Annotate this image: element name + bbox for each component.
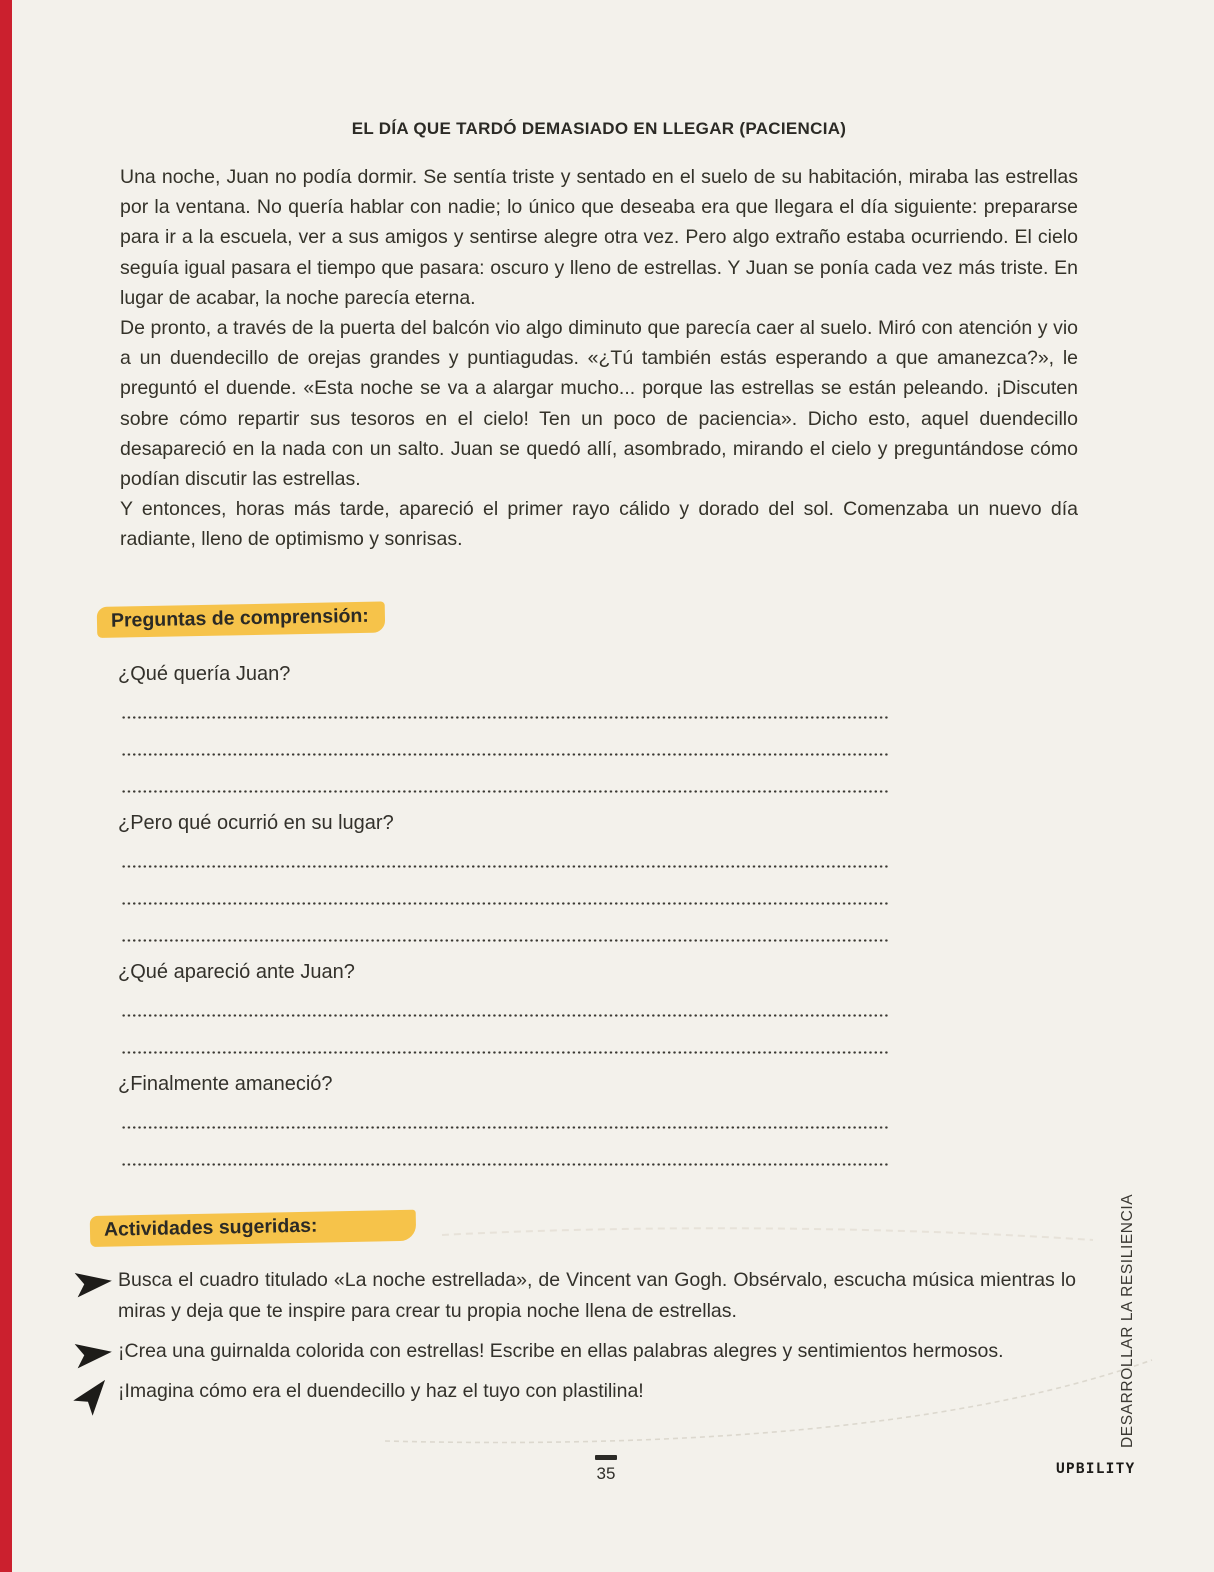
activity-text: ¡Imagina cómo era el duendecillo y haz el tuyo con plastilina! [118, 1380, 644, 1402]
left-accent-stripe [0, 0, 12, 1572]
question-label: ¿Pero qué ocurrió en su lugar? [118, 812, 394, 834]
arrow-bullet-icon [76, 1339, 112, 1369]
publisher-logo: UPBILITY [1056, 1461, 1136, 1477]
question-label: ¿Qué apareció ante Juan? [118, 961, 355, 983]
answer-line[interactable] [118, 986, 890, 1023]
answer-line[interactable] [118, 1135, 890, 1172]
activity-item [118, 1376, 1076, 1407]
activities-heading: Actividades sugeridas: [90, 1210, 416, 1247]
comprehension-heading: Preguntas de comprensión: [97, 601, 385, 638]
question-label: ¿Qué quería Juan? [118, 663, 291, 685]
activity-text: ¡Crea una guirnalda colorida con estrellas! Escribe en ellas palabras alegres y sentimientos hermosos. [118, 1340, 1004, 1362]
activity-item [118, 1265, 1076, 1327]
page-number-rule [595, 1455, 617, 1460]
sidebar-vertical-label: DESARROLLAR LA RESILIENCIA [1119, 1193, 1136, 1448]
question-label: ¿Finalmente amaneció? [118, 1073, 333, 1095]
story-paragraph: Una noche, Juan no podía dormir. Se sentía triste y sentado en el suelo de su habitación, miraba las estrellas por la ventana. No quería hablar con nadie; lo único que deseaba era que llegara el día siguiente: prepararse para ir a la escuela, ver a sus amigos y sentirse alegre otra vez. Pero algo extraño estaba ocurriendo. El cielo seguía igual pasara el tiempo que pasara: oscuro y lleno de estrellas. Y Juan se ponía cada vez más triste. En lugar de acabar, la noche parecía eterna. [120, 166, 1078, 309]
answer-line[interactable] [118, 688, 890, 725]
answer-line[interactable] [118, 837, 890, 874]
activity-item [118, 1336, 1076, 1367]
answer-line[interactable] [118, 874, 890, 911]
story-paragraph: Y entonces, horas más tarde, apareció el primer rayo cálido y dorado del sol. Comenzaba un nuevo día radiante, lleno de optimismo y sonrisas. [120, 498, 1078, 551]
arrow-bullet-icon [76, 1268, 112, 1298]
answer-line[interactable] [118, 762, 890, 799]
activity-text: Busca el cuadro titulado «La noche estrellada», de Vincent van Gogh. Obsérvalo, escucha música mientras lo miras y deja que te inspire para crear tu propia noche llena de estrellas. [118, 1269, 1076, 1322]
arrow-bullet-icon [76, 1379, 112, 1409]
activities-section [103, 1214, 1076, 1407]
answer-line[interactable] [118, 725, 890, 762]
page-number: 35 [596, 1464, 616, 1483]
story-paragraph: De pronto, a través de la puerta del balcón vio algo diminuto que parecía caer al suelo. Miró con atención y vio a un duendecillo de orejas grandes y puntiagudas. «¿Tú también estás esperando a que amanezca?», le preguntó el duende. «Esta noche se va a alargar mucho... porque las estrellas se están peleando. ¡Discuten sobre cómo repartir sus tesoros en el cielo! Ten un poco de paciencia». Dicho esto, aquel duendecillo desapareció en la nada con un salto. Juan se quedó allí, asombrado, mirando el cielo y preguntándose cómo podían discutir las estrellas. [120, 317, 1078, 491]
answer-line[interactable] [118, 911, 890, 948]
answer-line[interactable] [118, 1098, 890, 1135]
story-text [120, 162, 1078, 555]
page-title: EL DÍA QUE TARDÓ DEMASIADO EN LLEGAR (PACIENCIA) [351, 119, 847, 138]
comprehension-section [110, 604, 890, 1172]
answer-line[interactable] [118, 1023, 890, 1060]
